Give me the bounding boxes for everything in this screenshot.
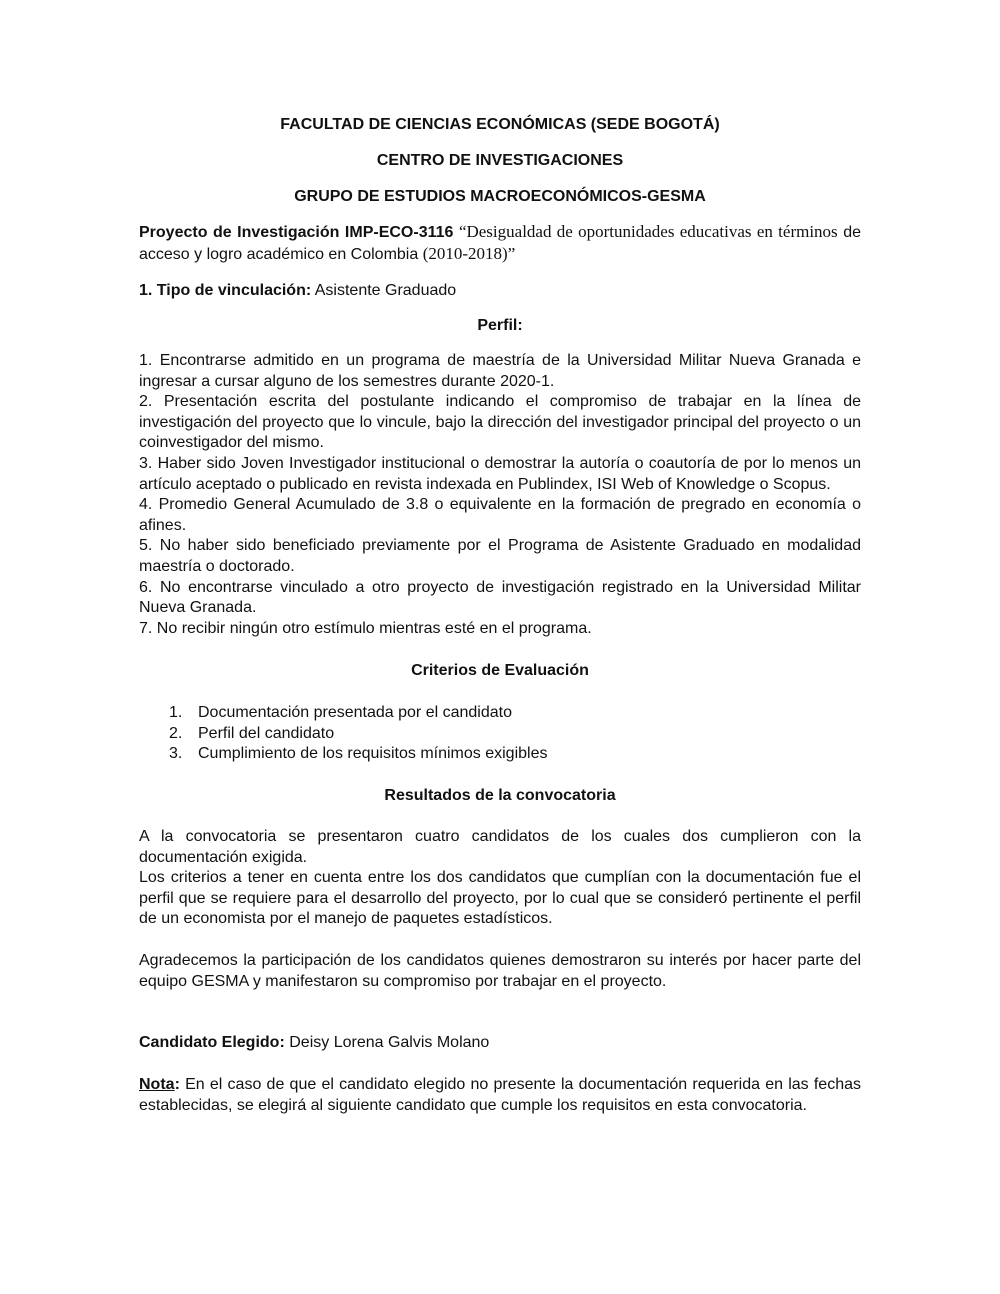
perfil-list — [139, 351, 861, 639]
criterios-list — [169, 703, 547, 765]
header-group: GRUPO DE ESTUDIOS MACROECONÓMICOS-GESMA — [294, 188, 706, 205]
nota-label: Nota — [139, 1076, 175, 1093]
project-title-3: (2010-2018)” — [422, 243, 516, 263]
nota-paragraph: Nota: En el caso de que el candidato elegido no presente la documentación requerida en las fechas establecidas, se elegirá al siguiente candidato que cumple los requisitos en esta convocatoria. — [139, 1076, 861, 1114]
resultados-p2: Los criterios a tener en cuenta entre los dos candidatos que cumplían con la documentación fue el perfil que se requiere para el desarrollo del proyecto, por lo cual que se consideró pertinente el perfil de un economista por el manejo de paquetes estadísticos. — [139, 869, 861, 928]
vinculacion-value: Asistente Graduado — [314, 282, 457, 299]
perfil-item: 7. No recibir ningún otro estímulo mientras esté en el programa. — [139, 619, 592, 637]
criterio-item: 1. Documentación presentada por el candidato — [169, 704, 512, 721]
header-center: CENTRO DE INVESTIGACIONES — [376, 152, 624, 169]
resultados-p3: Agradecemos la participación de los candidatos quienes demostraron su interés por hacer parte del equipo GESMA y manifestaron su compromiso por trabajar en el proyecto. — [139, 952, 861, 990]
perfil-item: 6. No encontrarse vinculado a otro proyecto de investigación registrado en la Universidad Militar Nueva Granada. — [139, 578, 861, 617]
perfil-item: 2. Presentación escrita del postulante indicando el compromiso de trabajar en la línea de investigación del proyecto que lo vincule, bajo la dirección del investigador principal del proyecto o un coinvestigador del mismo. — [139, 393, 861, 452]
elegido-label: Candidato Elegido: — [139, 1034, 285, 1051]
perfil-item: 5. No haber sido beneficiado previamente por el Programa de Asistente Graduado en modalidad maestría o doctorado. — [139, 537, 861, 575]
vinculacion-label: 1. Tipo de vinculación: — [139, 282, 312, 299]
perfil-item: 1. Encontrarse admitido en un programa de maestría de la Universidad Militar Nueva Granada e ingresar a cursar alguno de los semestres durante 2020-1. — [139, 352, 861, 390]
resultados-title: Resultados de la convocatoria — [384, 787, 616, 804]
project-label: Proyecto de Investigación IMP-ECO-3116 — [139, 224, 454, 241]
project-paragraph — [139, 222, 861, 265]
criterio-item: 2. Perfil del candidato — [169, 724, 335, 742]
elegido-line — [139, 1033, 861, 1054]
project-title-2: de acceso y logro académico en Colombia — [139, 224, 861, 263]
perfil-item: 3. Haber sido Joven Investigador institucional o demostrar la autoría o coautoría de por lo menos un artículo aceptado o publicado en revista indexada en Publindex, ISI Web of Knowledge o Scopus. — [139, 454, 861, 493]
perfil-item: 4. Promedio General Acumulado de 3.8 o equivalente en la formación de pregrado en economía o afines. — [139, 496, 861, 534]
project-title-1: “Desigualdad de oportunidades educativas en términos — [458, 222, 838, 241]
vinculacion-line — [139, 281, 861, 302]
resultados-p1: A la convocatoria se presentaron cuatro candidatos de los cuales dos cumplieron con la documentación exigida. — [139, 828, 861, 866]
criterio-item: 3. Cumplimiento de los requisitos mínimos exigibles — [169, 745, 548, 763]
elegido-value: Deisy Lorena Galvis Molano — [289, 1034, 490, 1051]
perfil-title: Perfil: — [477, 317, 523, 334]
header-faculty: FACULTAD DE CIENCIAS ECONÓMICAS (SEDE BOGOTÁ) — [280, 116, 720, 133]
criterios-title: Criterios de Evaluación — [411, 662, 589, 679]
nota-text: En el caso de que el candidato elegido no presente la documentación requerida en las fechas establecidas, se elegirá al siguiente candidato que cumple los requisitos en esta convocatoria. — [139, 1076, 861, 1114]
